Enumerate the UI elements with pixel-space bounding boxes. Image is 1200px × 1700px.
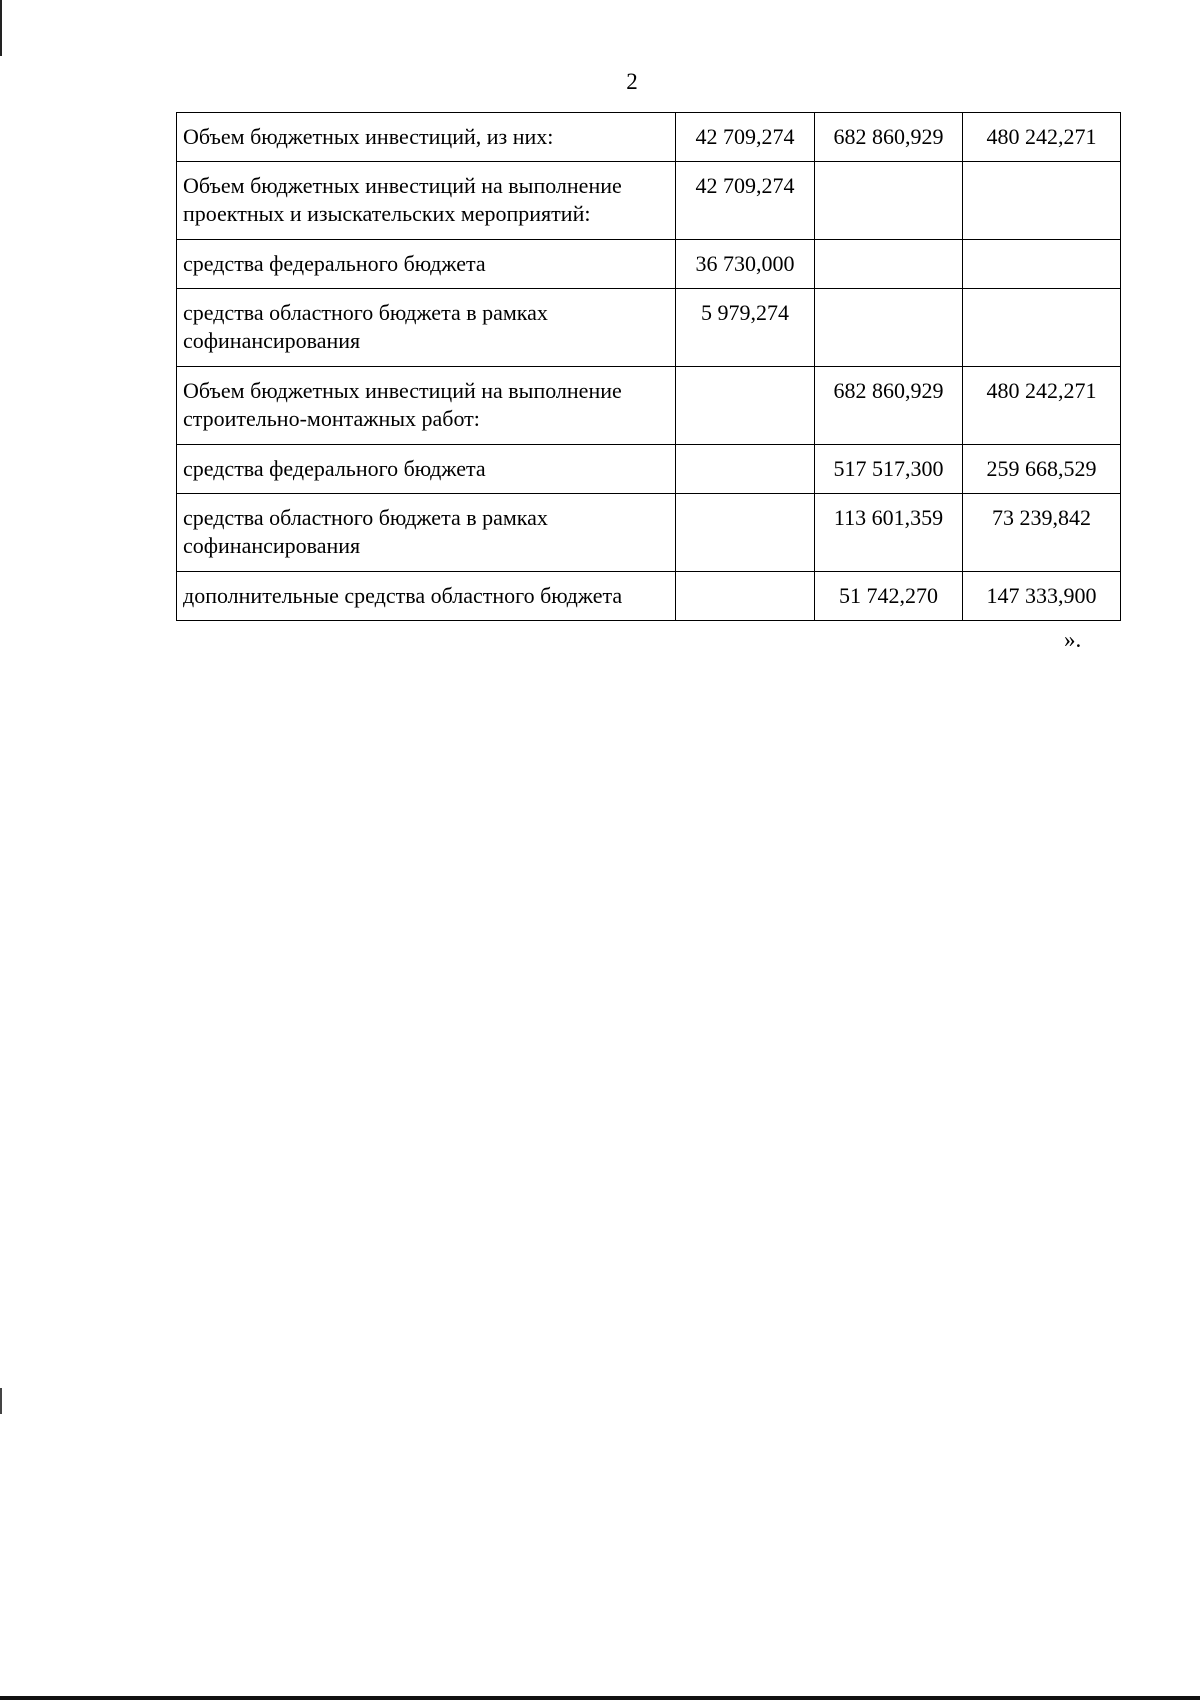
row-value-col3: 73 239,842 bbox=[963, 494, 1121, 572]
row-value-col2: 682 860,929 bbox=[815, 113, 963, 162]
row-label: средства областного бюджета в рамках софинансирования bbox=[177, 494, 676, 572]
table-row bbox=[177, 289, 1121, 367]
table-row bbox=[177, 162, 1121, 240]
scan-edge-mark bbox=[0, 1696, 1200, 1700]
row-label: Объем бюджетных инвестиций, из них: bbox=[177, 113, 676, 162]
row-value-col2: 517 517,300 bbox=[815, 445, 963, 494]
row-value-col1: 42 709,274 bbox=[676, 113, 815, 162]
row-value-col1: 5 979,274 bbox=[676, 289, 815, 367]
row-value-col1: 42 709,274 bbox=[676, 162, 815, 240]
row-label: дополнительные средства областного бюджета bbox=[177, 572, 676, 621]
row-value-col3 bbox=[963, 240, 1121, 289]
table-row bbox=[177, 367, 1121, 445]
row-value-col2: 113 601,359 bbox=[815, 494, 963, 572]
table-row bbox=[177, 445, 1121, 494]
row-label: средства областного бюджета в рамках софинансирования bbox=[177, 289, 676, 367]
row-value-col2: 682 860,929 bbox=[815, 367, 963, 445]
row-label: Объем бюджетных инвестиций на выполнение строительно-монтажных работ: bbox=[177, 367, 676, 445]
row-value-col3: 480 242,271 bbox=[963, 113, 1121, 162]
row-value-col1 bbox=[676, 572, 815, 621]
page-number: 2 bbox=[626, 69, 638, 94]
budget-table bbox=[176, 112, 1121, 621]
table-row bbox=[177, 240, 1121, 289]
row-value-col3: 480 242,271 bbox=[963, 367, 1121, 445]
row-value-col3: 147 333,900 bbox=[963, 572, 1121, 621]
row-label: Объем бюджетных инвестиций на выполнение проектных и изыскательских мероприятий: bbox=[177, 162, 676, 240]
row-value-col2 bbox=[815, 162, 963, 240]
row-label: средства федерального бюджета bbox=[177, 240, 676, 289]
table-row bbox=[177, 572, 1121, 621]
row-value-col1 bbox=[676, 494, 815, 572]
row-value-col1 bbox=[676, 445, 815, 494]
row-value-col3 bbox=[963, 162, 1121, 240]
row-value-col2: 51 742,270 bbox=[815, 572, 963, 621]
table-row bbox=[177, 494, 1121, 572]
scan-edge-mark bbox=[0, 1388, 2, 1414]
row-value-col1: 36 730,000 bbox=[676, 240, 815, 289]
scan-edge-mark bbox=[0, 0, 2, 56]
table-row bbox=[177, 113, 1121, 162]
row-value-col3: 259 668,529 bbox=[963, 445, 1121, 494]
closing-quote-mark: ». bbox=[1064, 627, 1082, 652]
row-value-col2 bbox=[815, 289, 963, 367]
row-label: средства федерального бюджета bbox=[177, 445, 676, 494]
row-value-col3 bbox=[963, 289, 1121, 367]
row-value-col2 bbox=[815, 240, 963, 289]
row-value-col1 bbox=[676, 367, 815, 445]
